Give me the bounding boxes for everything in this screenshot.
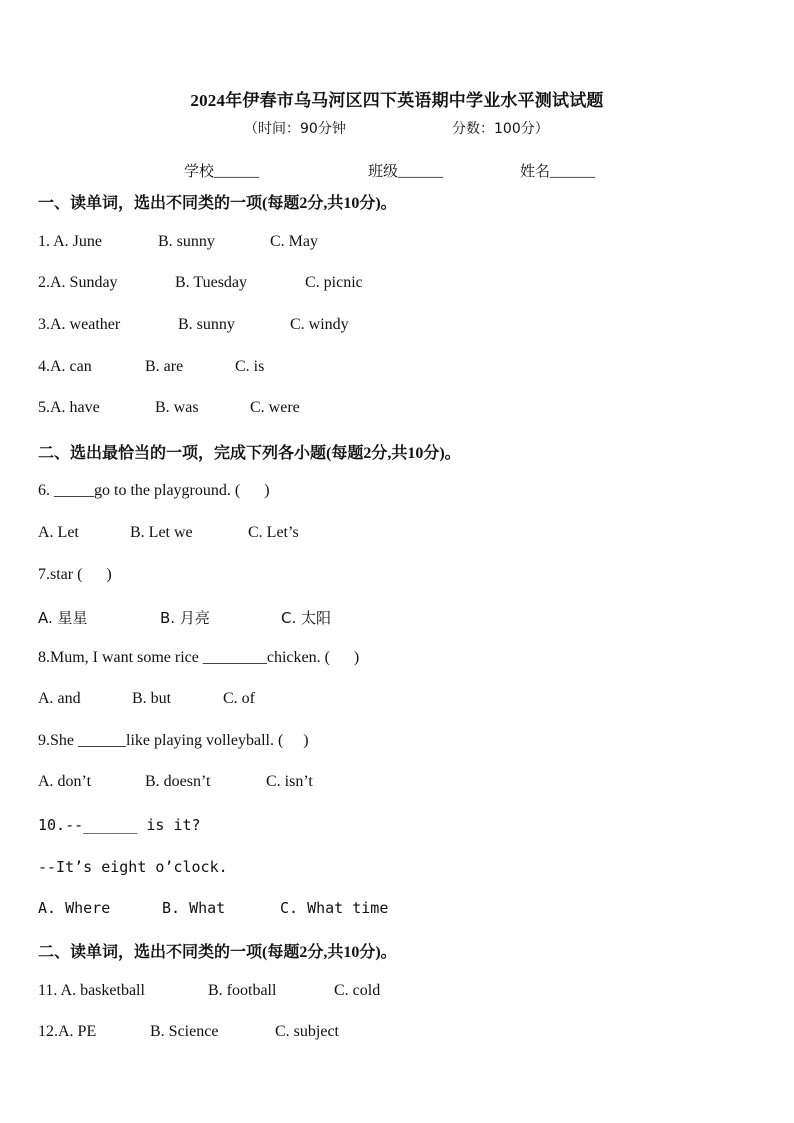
question-7-option-c: C. 太阳: [281, 609, 332, 627]
question-2: 2.A. Sunday: [38, 274, 118, 291]
section-2-heading: 二、选出最恰当的一项，完成下列各小题(每题2分,共10分)。: [38, 445, 461, 462]
question-6-option-a: A. Let: [38, 524, 79, 541]
question-4-option-c: C. is: [235, 358, 265, 375]
question-5-option-c: C. were: [250, 399, 300, 416]
question-3-option-c: C. windy: [290, 316, 349, 333]
question-8-option-a: A. and: [38, 690, 81, 707]
question-10-option-b: B. What: [162, 899, 226, 917]
question-1-option-b: B. sunny: [158, 233, 215, 250]
section-3-heading: 二、读单词，选出不同类的一项(每题2分,共10分)。: [38, 944, 397, 961]
exam-title: 2024年伊春市乌马河区四下英语期中学业水平测试试题: [190, 91, 604, 110]
question-11: 11. A. basketball: [38, 982, 145, 999]
question-3-option-b: B. sunny: [178, 316, 235, 333]
question-6-option-b: B. Let we: [130, 524, 193, 541]
question-2-option-b: B. Tuesday: [175, 274, 248, 291]
question-3: 3.A. weather: [38, 316, 121, 333]
question-2-option-c: C. picnic: [305, 274, 363, 291]
question-11-option-b: B. football: [208, 982, 277, 999]
question-9-option-a: A. don’t: [38, 773, 92, 790]
question-10-option-c: C. What time: [280, 899, 389, 917]
question-9-option-c: C. isn’t: [266, 773, 313, 790]
question-12-option-c: C. subject: [275, 1023, 339, 1040]
question-4-option-b: B. are: [145, 358, 184, 375]
question-9: 9.She ______like playing volleyball. ( ): [38, 732, 309, 749]
question-10: 10.--______ is it?: [38, 816, 201, 834]
question-6: 6. _____go to the playground. ( ): [38, 482, 270, 499]
question-11-option-c: C. cold: [334, 982, 381, 999]
question-8: 8.Mum, I want some rice ________chicken. ( ): [38, 649, 360, 666]
question-12: 12.A. PE: [38, 1023, 97, 1040]
question-6-option-c: C. Let’s: [248, 524, 299, 541]
question-5-option-b: B. was: [155, 399, 199, 416]
school-field: 学校______: [184, 164, 260, 180]
question-10-option-a: A. Where: [38, 899, 111, 917]
question-8-option-b: B. but: [132, 690, 172, 707]
name-field: 姓名______: [520, 164, 596, 180]
question-4: 4.A. can: [38, 358, 92, 375]
question-12-option-b: B. Science: [150, 1023, 219, 1040]
question-1-option-c: C. May: [270, 233, 318, 250]
exam-score: 分数：100分）: [452, 121, 549, 137]
exam-time: （时间：90分钟: [244, 121, 346, 137]
question-7: 7.star ( ): [38, 566, 112, 583]
question-8-option-c: C. of: [223, 690, 255, 707]
section-1-heading: 一、读单词，选出不同类的一项(每题2分,共10分)。: [38, 195, 397, 212]
class-field: 班级______: [368, 164, 444, 180]
question-9-option-b: B. doesn’t: [145, 773, 211, 790]
question-7-option-b: B. 月亮: [160, 609, 210, 627]
question-5: 5.A. have: [38, 399, 100, 416]
question-10-dialogue: --It’s eight o’clock.: [38, 858, 228, 876]
question-1: 1. A. June: [38, 233, 102, 250]
question-7-option-a: A. 星星: [38, 609, 88, 627]
